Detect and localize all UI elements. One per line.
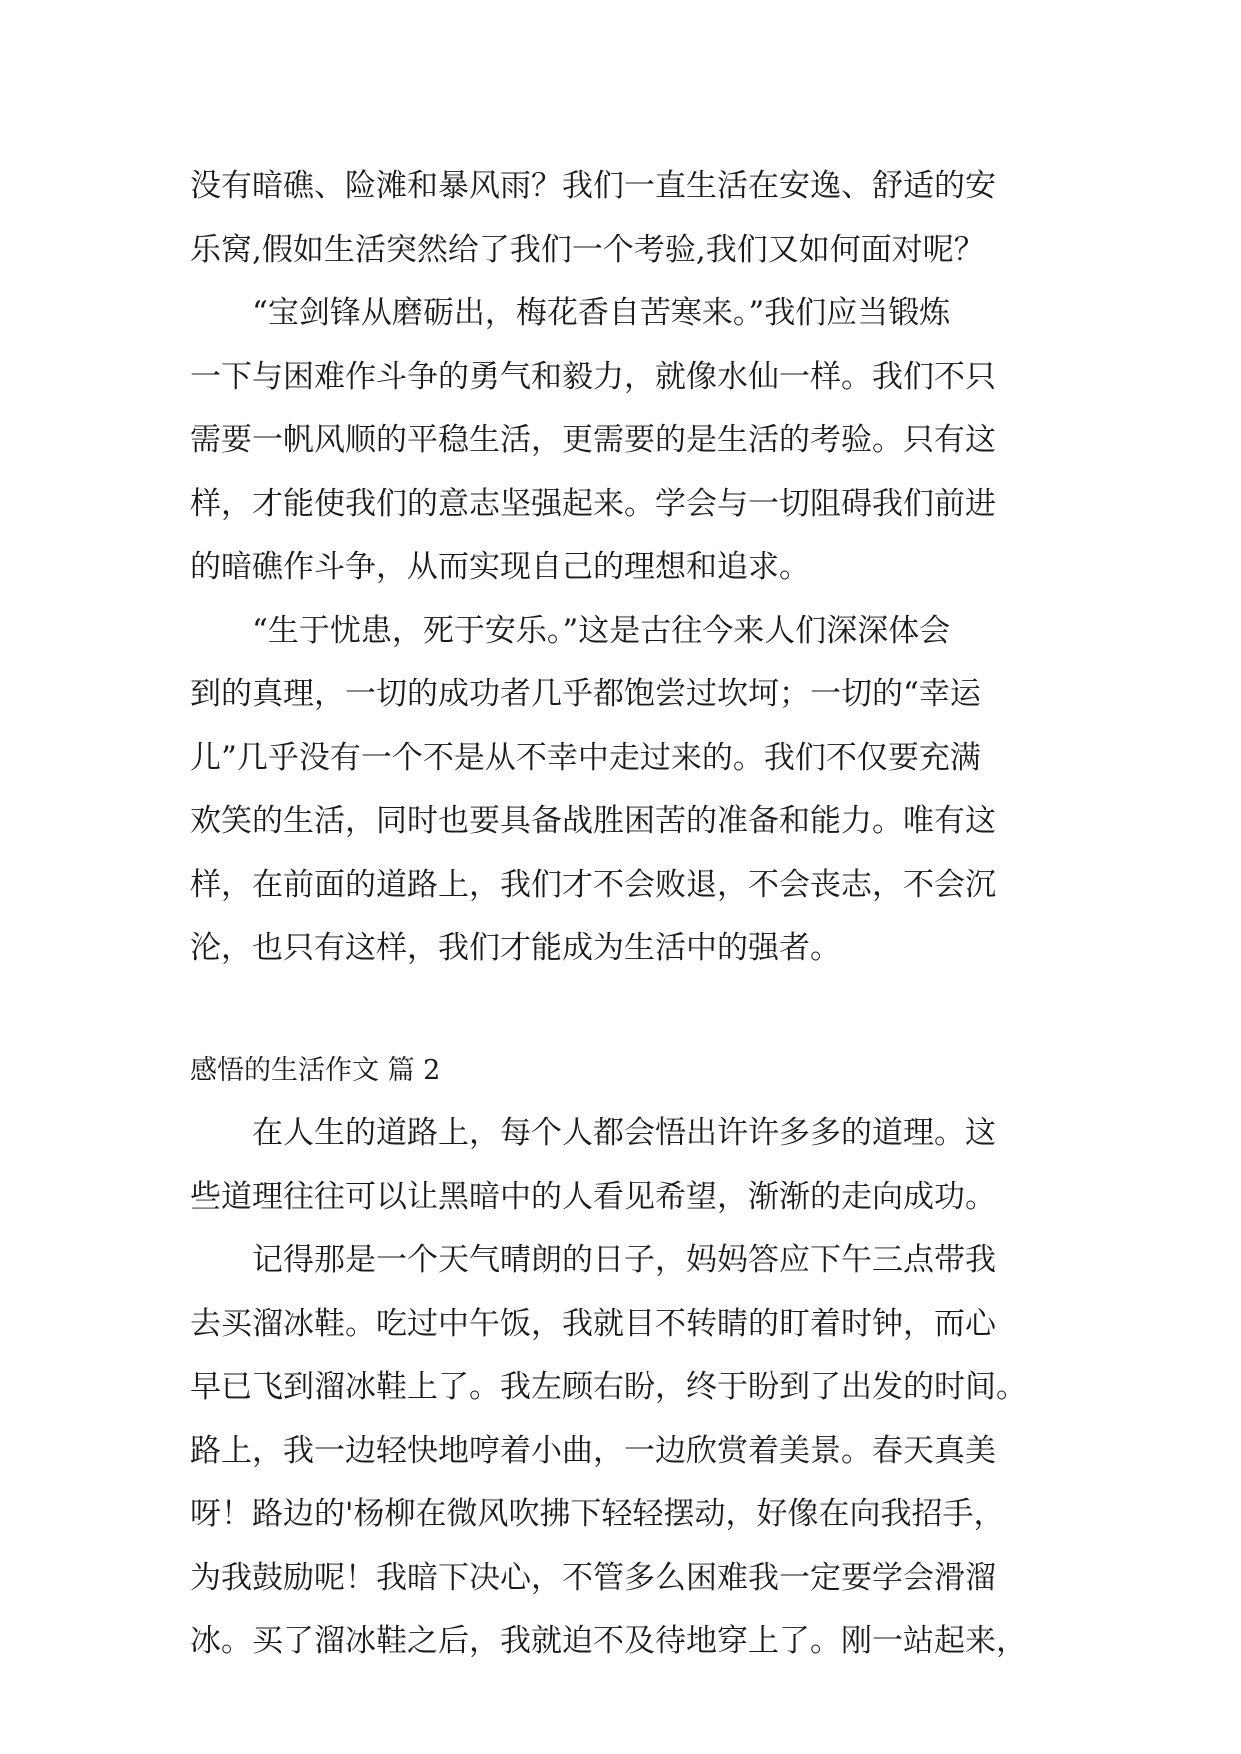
document-page (190, 155, 1060, 1674)
text-line: 沦，也只有这样，我们才能成为生活中的强者。 (190, 930, 841, 966)
text-line: 一下与困难作斗争的勇气和毅力，就像水仙一样。我们不只 (190, 358, 996, 395)
essay1-paragraph-1 (190, 155, 1060, 282)
text-line: 的暗礁作斗争，从而实现自己的理想和追求。 (190, 549, 810, 585)
essay2-paragraph-1 (190, 1102, 1060, 1229)
text-line: 欢笑的生活，同时也要具备战胜困苦的准备和能力。唯有这 (190, 803, 996, 839)
text-line: 些道理往往可以让黑暗中的人看见希望，渐渐的走向成功。 (190, 1178, 996, 1215)
text-line: 乐窝,假如生活突然给了我们一个考验,我们又如何面对呢？ (190, 231, 985, 268)
text-line: “生于忧患，死于安乐。”这是古往今来人们深深体会 (252, 612, 951, 649)
text-line: 儿”几乎没有一个不是从不幸中走过来的。我们不仅要充满 (190, 739, 981, 776)
text-line: 去买溜冰鞋。吃过中午饭，我就目不转睛的盯着时钟，而心 (190, 1305, 996, 1342)
text-line: 需要一帆风顺的平稳生活，更需要的是生活的考验。只有这 (190, 422, 996, 458)
text-line: 路上，我一边轻快地哼着小曲，一边欣赏着美景。春天真美 (190, 1432, 996, 1469)
essay1-paragraph-3 (190, 600, 1060, 981)
text-line: 样，在前面的道路上，我们才不会败退，不会丧志，不会沉 (190, 866, 996, 903)
text-line: 样，才能使我们的意志坚强起来。学会与一切阻碍我们前进 (190, 485, 996, 522)
text-line: 在人生的道路上，每个人都会悟出许许多多的道理。这 (252, 1115, 996, 1151)
essay2-paragraph-2 (190, 1229, 1060, 1674)
essay1-paragraph-2 (190, 282, 1060, 600)
text-line: 呀！路边的'杨柳在微风吹拂下轻轻摆动，好像在向我招手， (190, 1496, 1005, 1532)
text-line: “宝剑锋从磨砺出，梅花香自苦寒来。”我们应当锻炼 (252, 295, 951, 331)
essay2-heading: 感悟的生活作文 篇 2 (190, 1054, 441, 1086)
text-line: 冰。买了溜冰鞋之后，我就迫不及待地穿上了。刚一站起来， (190, 1623, 1027, 1659)
text-line: 早已飞到溜冰鞋上了。我左顾右盼，终于盼到了出发的时间。 (190, 1369, 1027, 1405)
text-line: 没有暗礁、险滩和暴风雨？我们一直生活在安逸、舒适的安 (190, 168, 996, 204)
text-line: 记得那是一个天气晴朗的日子，妈妈答应下午三点带我 (252, 1242, 996, 1278)
text-line: 为我鼓励呢！我暗下决心，不管多么困难我一定要学会滑溜 (190, 1559, 996, 1596)
text-line: 到的真理，一切的成功者几乎都饱尝过坎坷；一切的“幸运 (190, 676, 981, 712)
